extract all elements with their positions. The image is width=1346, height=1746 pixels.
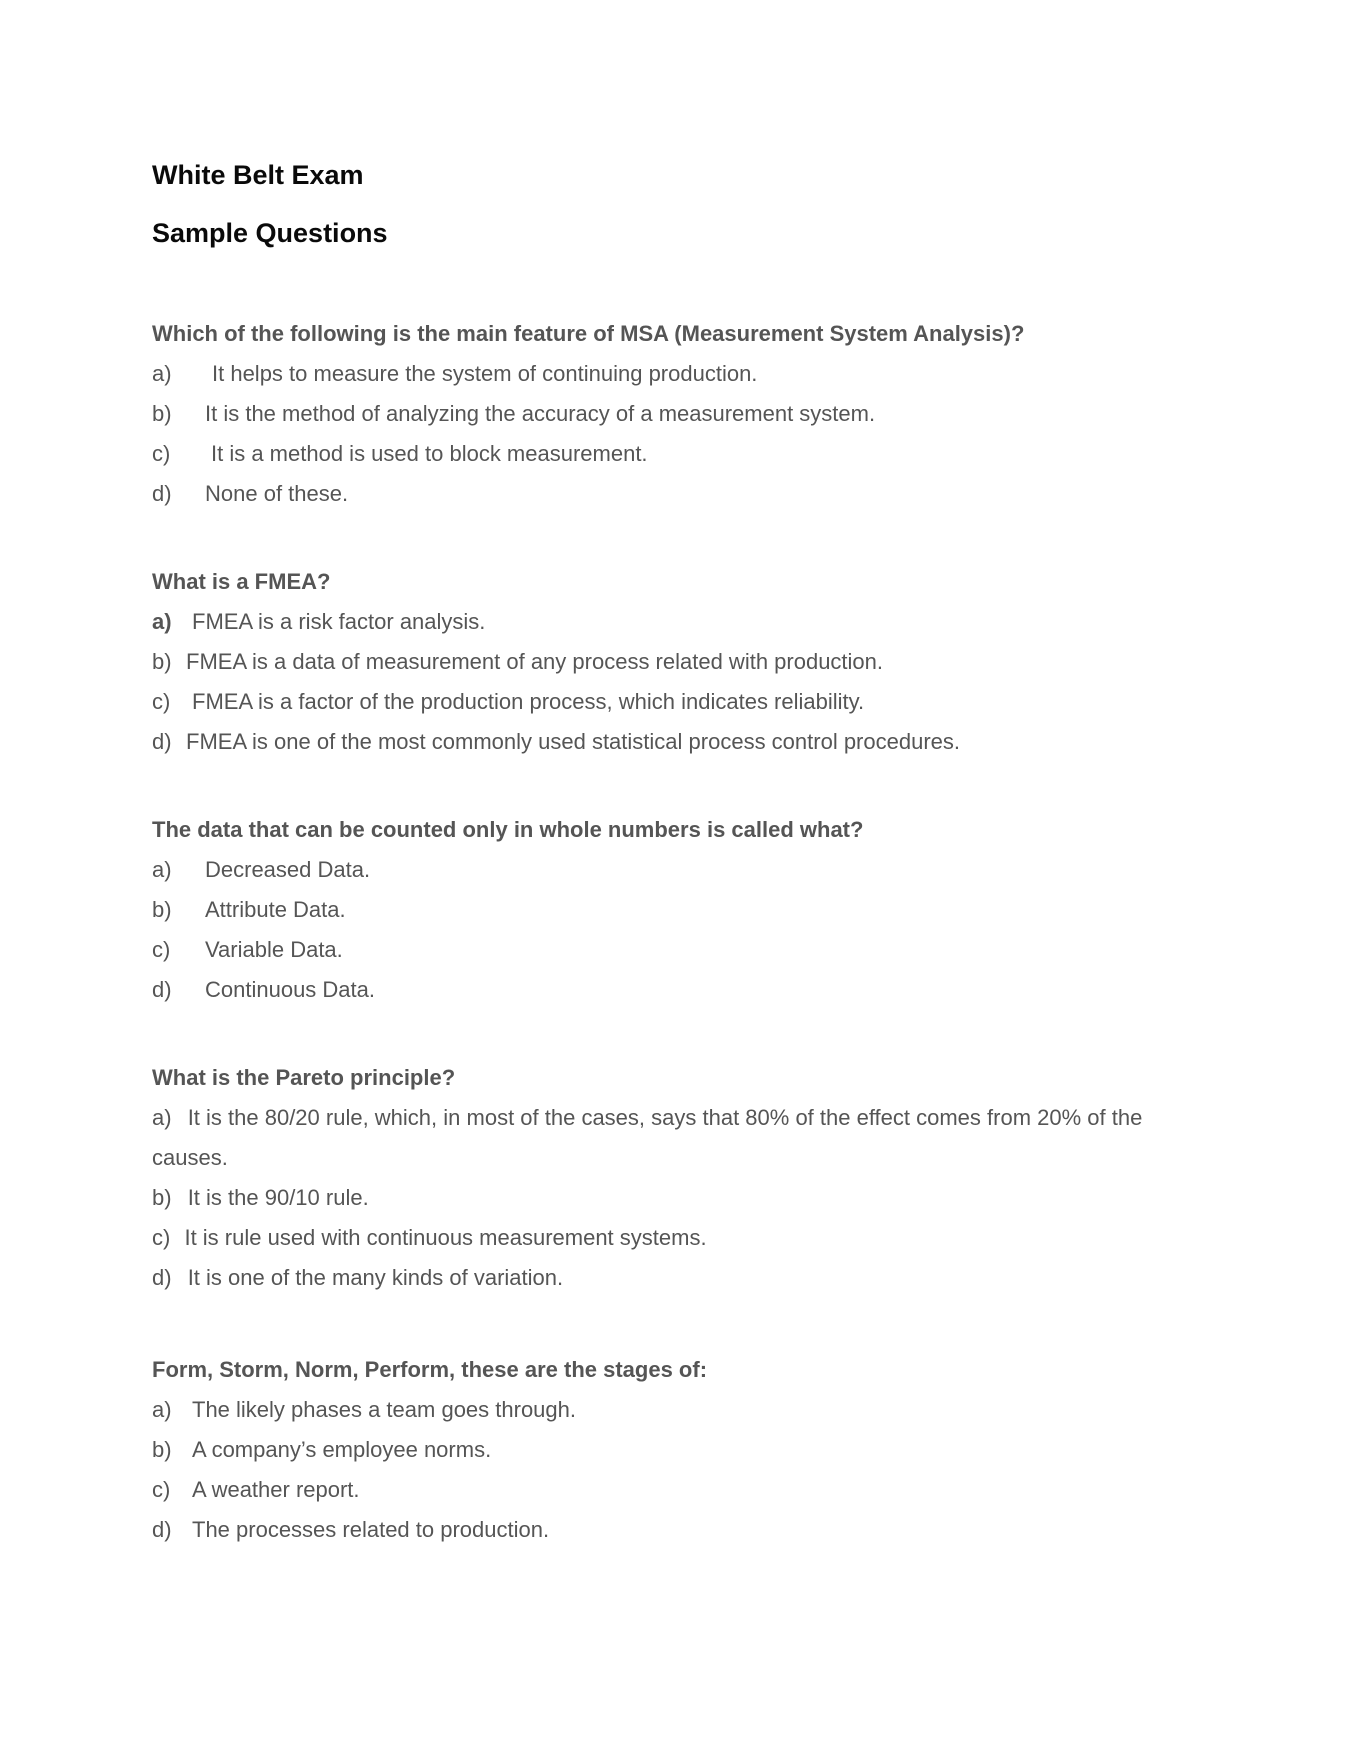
option-b (152, 394, 1212, 434)
option-b (152, 1178, 1172, 1218)
option-letter: c) (152, 441, 171, 466)
option-text: The processes related to production. (192, 1517, 550, 1542)
option-a (152, 354, 1212, 394)
option-text: FMEA is a risk factor analysis. (192, 609, 486, 634)
option-a (152, 1098, 1172, 1178)
question-pareto (152, 1058, 1172, 1298)
option-d (152, 722, 1212, 762)
option-text: The likely phases a team goes through. (192, 1397, 577, 1422)
option-c (152, 682, 1212, 722)
option-letter: d) (152, 729, 172, 754)
option-text: A weather report. (192, 1477, 360, 1502)
option-text: It is one of the many kinds of variation. (187, 1265, 564, 1290)
option-letter: a) (152, 1397, 172, 1422)
option-d (152, 970, 1212, 1010)
option-text: It is a method is used to block measurement. (211, 441, 648, 466)
option-letter: a) (152, 361, 172, 386)
option-text: Decreased Data. (205, 857, 371, 882)
option-text: Attribute Data. (205, 897, 346, 922)
question-whole-numbers (152, 810, 1212, 1010)
option-c (152, 1218, 1172, 1258)
option-letter: d) (152, 977, 172, 1002)
option-c (152, 930, 1212, 970)
option-text: It is the 90/10 rule. (187, 1185, 369, 1210)
option-text: It is the method of analyzing the accuracy of a measurement system. (205, 401, 876, 426)
option-text: FMEA is a data of measurement of any process related with production. (186, 649, 884, 674)
option-d (152, 1258, 1172, 1298)
option-letter: c) (152, 937, 171, 962)
option-letter: c) (152, 689, 171, 714)
option-text: FMEA is a factor of the production process, which indicates reliability. (192, 689, 865, 714)
option-b (152, 642, 1212, 682)
option-text: Continuous Data. (205, 977, 375, 1002)
option-letter: a) (152, 857, 172, 882)
option-text: None of these. (205, 481, 349, 506)
option-a (152, 1390, 1212, 1430)
option-text: FMEA is one of the most commonly used statistical process control procedures. (186, 729, 960, 754)
question-text: Form, Storm, Norm, Perform, these are the stages of: (152, 1357, 708, 1382)
option-b (152, 890, 1212, 930)
question-msa (152, 314, 1212, 514)
option-a (152, 850, 1212, 890)
option-c (152, 1470, 1212, 1510)
option-letter: b) (152, 897, 172, 922)
option-text: It is the 80/20 rule, which, in most of the cases, says that 80% of the effect comes from 20% of the causes. (152, 1105, 1143, 1170)
option-letter: a) (152, 609, 172, 634)
question-text: Which of the following is the main feature of MSA (Measurement System Analysis)? (152, 321, 1025, 346)
document-subtitle: Sample Questions (152, 218, 388, 248)
option-letter: d) (152, 1265, 172, 1290)
option-text: Variable Data. (205, 937, 343, 962)
question-team-stages (152, 1350, 1212, 1550)
option-text: It helps to measure the system of continuing production. (212, 361, 758, 386)
question-fmea (152, 562, 1212, 762)
option-d (152, 1510, 1212, 1550)
option-letter: b) (152, 649, 172, 674)
option-letter: d) (152, 481, 172, 506)
option-text: It is rule used with continuous measurement systems. (184, 1225, 707, 1250)
option-b (152, 1430, 1212, 1470)
option-d (152, 474, 1212, 514)
question-text: The data that can be counted only in whole numbers is called what? (152, 817, 864, 842)
option-c (152, 434, 1212, 474)
option-a (152, 602, 1212, 642)
question-text: What is a FMEA? (152, 569, 331, 594)
option-letter: b) (152, 401, 172, 426)
option-letter: d) (152, 1517, 172, 1542)
document-title: White Belt Exam (152, 160, 364, 190)
option-letter: b) (152, 1185, 172, 1210)
option-letter: c) (152, 1225, 171, 1250)
option-text: A company’s employee norms. (192, 1437, 492, 1462)
question-text: What is the Pareto principle? (152, 1065, 456, 1090)
option-letter: b) (152, 1437, 172, 1462)
option-letter: a) (152, 1105, 172, 1130)
option-letter: c) (152, 1477, 171, 1502)
